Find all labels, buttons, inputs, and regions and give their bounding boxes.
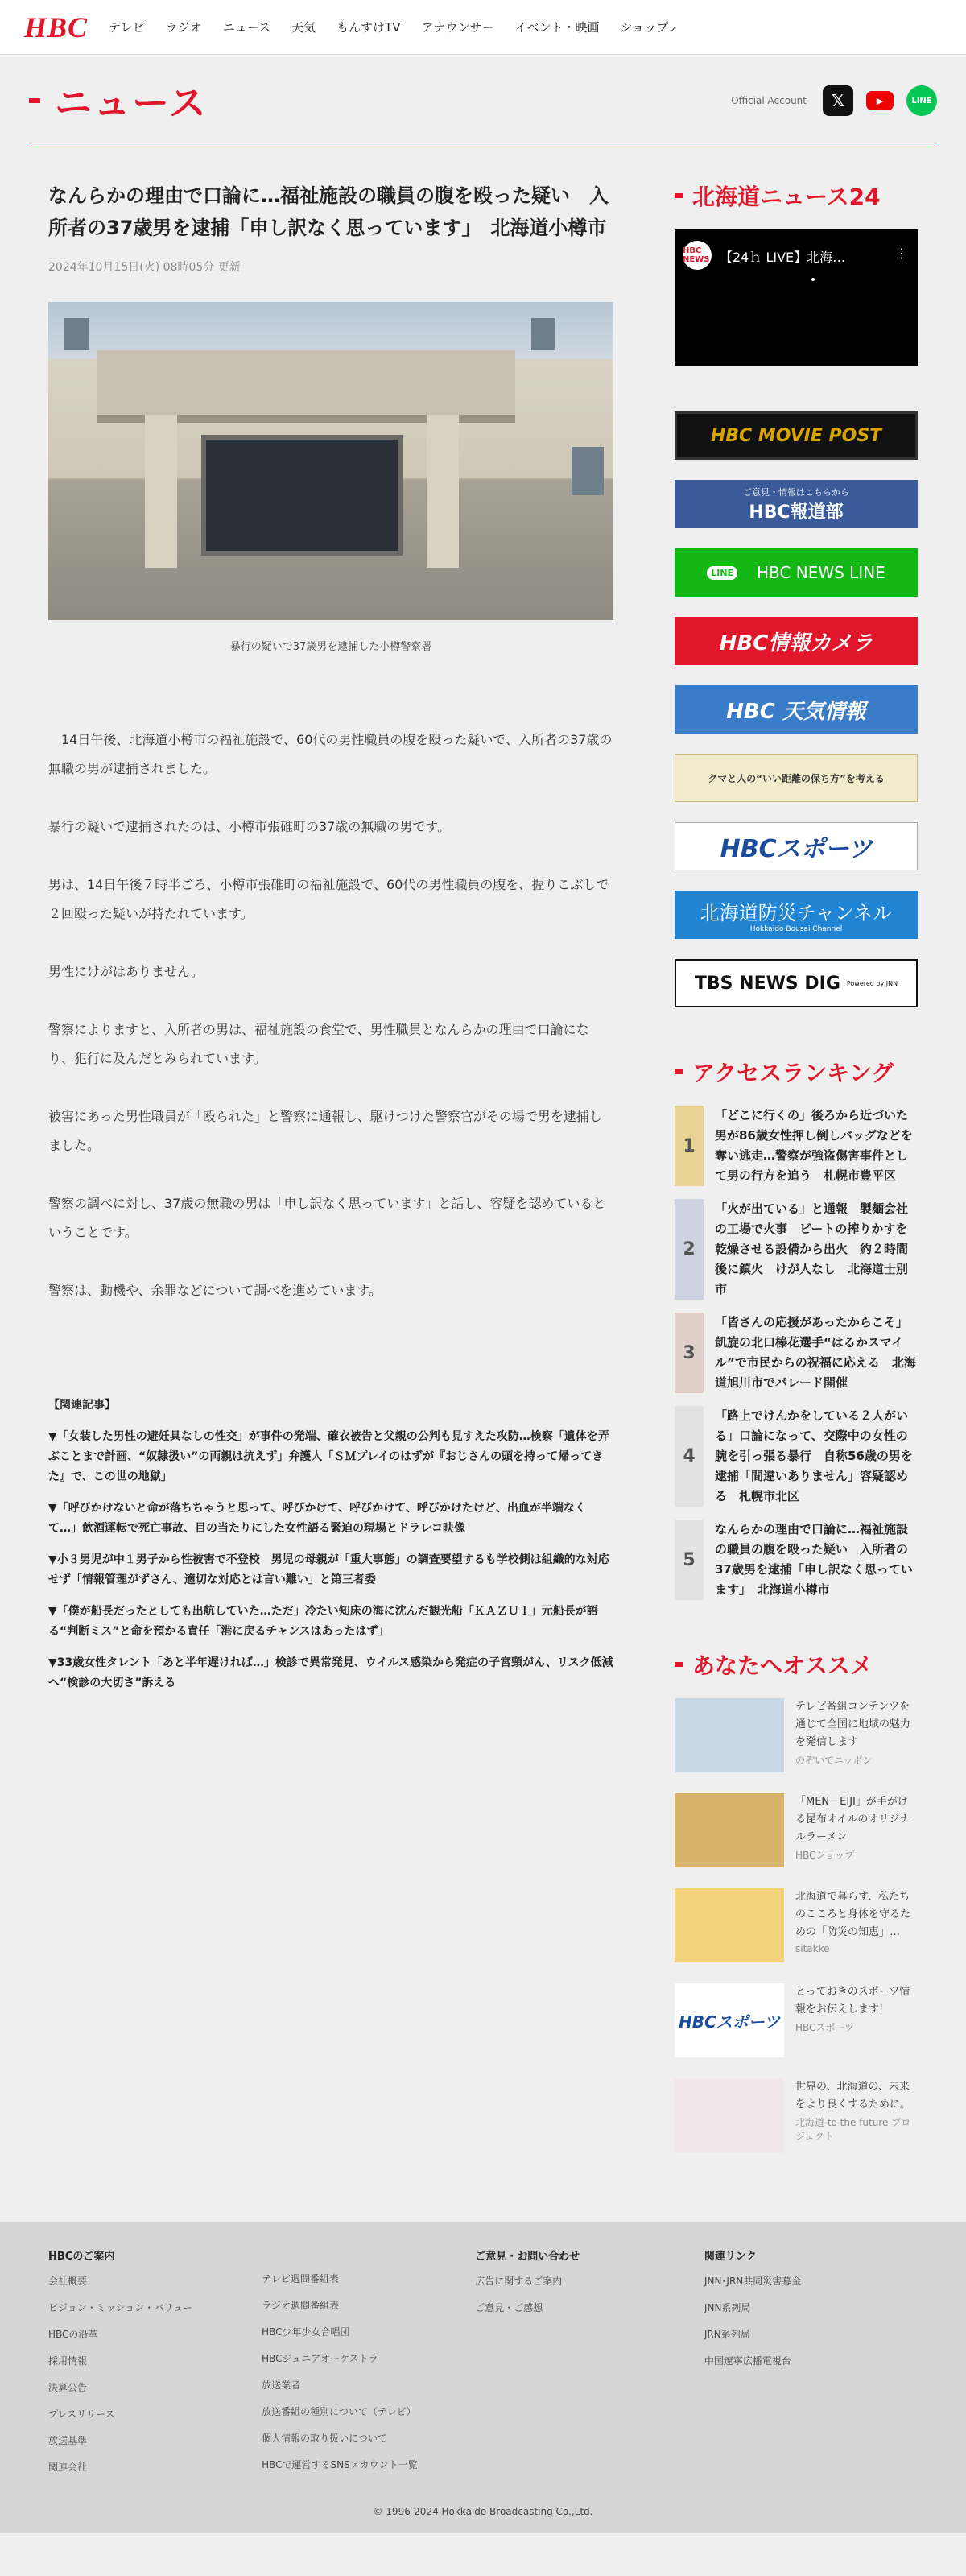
recommend-item[interactable]: [675, 1793, 918, 1867]
title-bar-mark: [29, 98, 40, 103]
recommend-text-wrap: [795, 1698, 918, 1772]
video-title: 【24ｈ LIVE】北海…: [720, 250, 846, 265]
paragraph: 警察は、動機や、余罪などについて調べを進めています。: [48, 1283, 382, 1298]
footer-link[interactable]: 会社概要: [48, 2276, 88, 2287]
banner-label: HBC NEWS LINE: [757, 563, 886, 582]
nav-monsuke-tv[interactable]: もんすけTV: [336, 20, 401, 35]
rank-title: なんらかの理由で口論に…福祉施設の職員の腹を殴った疑い 入所者の37歳男を逮捕「申し訳なく思っています」 北海道小樽市: [715, 1522, 913, 1597]
footer-link[interactable]: HBCの沿革: [48, 2329, 98, 2340]
recommend-heading: あなたへオススメ: [692, 1652, 873, 1679]
loading-icon: [811, 278, 815, 281]
rank-number: 3: [675, 1313, 704, 1393]
line-icon[interactable]: LINE: [906, 85, 937, 116]
footer-heading: HBCのご案内: [48, 2251, 115, 2263]
footer-link[interactable]: 広告に関するご案内: [475, 2276, 563, 2287]
footer-link[interactable]: HBCで運営するSNSアカウント一覧: [262, 2459, 418, 2471]
nav-shop[interactable]: [621, 19, 677, 35]
heading-bar-mark: [675, 193, 683, 198]
banner-list: [675, 411, 918, 1007]
external-link-icon: ↗: [670, 25, 677, 34]
rank-number: 4: [675, 1406, 704, 1507]
banner-text: [743, 486, 849, 523]
recommend-thumbnail: [675, 2078, 784, 2152]
article: [48, 180, 613, 2173]
photo-window: [531, 318, 555, 350]
recommend-text-wrap: [795, 1793, 918, 1867]
paragraph: 暴行の疑いで逮捕されたのは、小樽市張碓町の37歳の無職の男です。: [48, 819, 451, 834]
banner-movie-post[interactable]: HBC MOVIE POST: [675, 411, 918, 460]
rank-number: 5: [675, 1520, 704, 1600]
related-link[interactable]: ▼小３男児が中１男子から性被害で不登校 男児の母親が「重大事態」の調査要望するも学校側は組織的な対応せず「情報管理がずさん、適切な対応とは言い難い」と第三者委: [48, 1553, 609, 1586]
recommend-source: 北海道 to the future プロジェクト: [795, 2117, 911, 2142]
recommend-thumbnail: [675, 1793, 784, 1867]
banner-sub: Powered by JNN: [846, 979, 898, 987]
news24-heading: 北海道ニュース24: [692, 184, 881, 210]
footer-columns: [48, 2247, 918, 2487]
footer-link[interactable]: テレビ週間番組表: [262, 2273, 339, 2284]
recommend-title: 世界の、北海道の、未来をより良くするために。: [795, 2081, 911, 2111]
section-title-wrap: [29, 74, 208, 127]
related-link[interactable]: ▼33歳女性タレント「あと半年遅ければ…」検診で異常発見、ウイルス感染から発症の子宮頸がん、リスク低減へ“検診の大切さ”訴える: [48, 1656, 613, 1689]
content-wrap: [29, 147, 937, 2173]
nav-announcer[interactable]: アナウンサー: [421, 20, 494, 35]
footer-link[interactable]: 決算公告: [48, 2382, 88, 2393]
related-link[interactable]: ▼「女装した男性の避妊具なしの性交」が事件の発端、確衣被告と父親の公判も見すえた攻防…検察「遺体を弄ぶことまで計画、“奴隷扱い”の両親は抗えず」弁護人「ＳＭプレイのはずが『おじさんの頭を持って帰ってきた』で、この世の地獄」: [48, 1430, 609, 1483]
footer-col-links: [704, 2247, 918, 2487]
recommend-title: とっておきのスポーツ情報をお伝えします!: [795, 1986, 910, 2016]
recommend-thumbnail: [675, 1698, 784, 1772]
paragraph: 男性にけがはありません。: [48, 964, 204, 979]
footer-link[interactable]: 関連会社: [48, 2462, 88, 2473]
hbc-sports-logo: HBCスポーツ: [675, 1983, 784, 2057]
rank-title: 「路上でけんかをしている２人がいる」口論になって、交際中の女性の腕を引っ張る暴行 自称56歳の男を逮捕「間違いありません」容疑認める 札幌市北区: [715, 1408, 913, 1503]
youtube-play-icon: ▶: [866, 91, 894, 110]
section-header: [29, 55, 937, 147]
recommend-item[interactable]: [675, 2078, 918, 2152]
footer-link[interactable]: ラジオ週間番組表: [262, 2300, 340, 2311]
article-photo: [48, 302, 613, 620]
access-ranking: [675, 1056, 918, 1600]
banner-news-line[interactable]: [675, 548, 918, 597]
banner-label: TBS NEWS DIG: [694, 973, 840, 994]
footer-link[interactable]: HBCジュニアオーケストラ: [262, 2353, 378, 2364]
recommend-item[interactable]: [675, 1888, 918, 1962]
photo-entrance: [201, 435, 402, 556]
copyright: © 1996-2024,Hokkaido Broadcasting Co.,Ltd.: [373, 2506, 593, 2517]
recommend-thumbnail: [675, 1888, 784, 1962]
rank-number: 1: [675, 1106, 704, 1186]
footer-link[interactable]: ビジョン・ミッション・バリュー: [48, 2302, 192, 2313]
footer-heading: ご意見・お問い合わせ: [475, 2251, 580, 2263]
photo-window: [64, 318, 89, 350]
footer-col-about: [48, 2247, 262, 2487]
photo-canopy: [97, 350, 515, 423]
photo-pillar: [145, 415, 177, 568]
footer-link[interactable]: 放送業者: [262, 2380, 301, 2391]
footer-link[interactable]: 放送基準: [48, 2435, 88, 2446]
footer-link[interactable]: ご意見・ご感想: [475, 2302, 543, 2313]
live-video-player[interactable]: [675, 229, 918, 366]
article-date: 2024年10月15日(火) 08時05分 更新: [48, 261, 241, 274]
banner-sports[interactable]: HBCスポーツ: [675, 822, 918, 870]
banner-weather[interactable]: HBC 天気情報: [675, 685, 918, 734]
banner-sub: ご意見・情報はこちらから: [743, 486, 849, 498]
nav-tv[interactable]: テレビ: [109, 20, 145, 35]
footer-col-programs: [262, 2247, 475, 2487]
hbc-news-channel-icon: HBC NEWS: [683, 241, 712, 270]
rank-title: 「火が出ている」と通報 製麺会社の工場で火事 ビートの搾りかすを乾燥させる設備から出火 約２時間後に鎮火 けが人なし 北海道士別市: [715, 1201, 909, 1296]
recommend-source: sitakke: [795, 1943, 830, 1954]
banner-hbc-houdoubu[interactable]: [675, 480, 918, 528]
paragraph: 14日午後、北海道小樽市の福祉施設で、60代の男性職員の腹を殴った疑いで、入所者の37歳の無職の男が逮捕されました。: [48, 732, 613, 776]
official-account-label: Official Account: [731, 95, 807, 106]
banner-tbs-news-dig[interactable]: [675, 959, 918, 1007]
recommend-title: テレビ番組コンテンツを通じて全国に地域の魅力を発信します: [795, 1701, 911, 1748]
footer-link[interactable]: 個人情報の取り扱いについて: [262, 2433, 387, 2444]
related-link[interactable]: ▼「僕が船長だったとしても出航していた…ただ」冷たい知床の海に沈んだ観光船「ＫＡＺＵＩ」元船長が語る“判断ミス”と命を預かる責任「港に戻るチャンスはあったはず」: [48, 1605, 598, 1638]
recommend-source: のぞいてニッポン: [795, 1755, 873, 1766]
banner-label: 北海道防災チャンネル: [700, 901, 893, 924]
nav-radio[interactable]: ラジオ: [165, 20, 202, 35]
site-footer: [0, 2222, 966, 2533]
x-icon[interactable]: 𝕏: [823, 85, 853, 116]
footer-link[interactable]: プレスリリース: [48, 2409, 115, 2420]
footer-link[interactable]: HBC少年少女合唱団: [262, 2326, 350, 2338]
ranking-item[interactable]: [675, 1199, 918, 1300]
youtube-icon[interactable]: [865, 85, 895, 116]
nav-event[interactable]: イベント・映画: [514, 20, 600, 35]
recommend-title: 「MEN－EIJI」が手がける昆布オイルのオリジナルラーメン: [795, 1796, 910, 1843]
line-badge-icon: LINE: [707, 566, 737, 580]
related-articles: [48, 1396, 613, 1693]
paragraph: 警察の調べに対し、37歳の無職の男は「申し訳なく思っています」と話し、容疑を認めているということです。: [48, 1196, 606, 1240]
article-body: [48, 726, 613, 1305]
recommend-item[interactable]: [675, 1698, 918, 1772]
photo-pillar: [427, 415, 459, 568]
photo-caption: 暴行の疑いで37歳男を逮捕した小樽警察署: [229, 641, 432, 653]
banner-text: [700, 897, 893, 933]
related-link[interactable]: ▼「呼びかけないと命が落ちちゃうと思って、呼びかけて、呼びかけて、呼びかけたけど、出血が半端なくて…」飲酒運転で死亡事故、目の当たりにした女性語る緊迫の現場とドラレコ映像: [48, 1502, 586, 1535]
recommend-text-wrap: [795, 1888, 918, 1962]
paragraph: 警察によりますと、入所者の男は、福祉施設の食堂で、男性職員となんらかの理由で口論になり、犯行に及んだとみられています。: [48, 1022, 589, 1066]
ranking-heading: アクセスランキング: [692, 1060, 894, 1086]
heading-bar-mark: [675, 1662, 683, 1667]
ranking-item[interactable]: [675, 1106, 918, 1186]
news24-header: [675, 180, 918, 212]
sidebar: [675, 180, 918, 2173]
recommend-item[interactable]: [675, 1983, 918, 2057]
footer-link[interactable]: JRN系列局: [704, 2329, 750, 2340]
ranking-item[interactable]: [675, 1520, 918, 1600]
rank-title: 「どこに行くの」後ろから近づいた男が86歳女性押し倒しバッグなどを奪い逃走…警察が強盗傷害事件として男の行方を追う 札幌市豊平区: [715, 1108, 913, 1183]
recommend-text-wrap: [795, 2078, 918, 2152]
footer-link[interactable]: 中国遼寧広播電視台: [704, 2355, 791, 2367]
ranking-item[interactable]: [675, 1313, 918, 1393]
footer-link[interactable]: JNN･JRN共同災害募金: [704, 2276, 802, 2287]
paragraph: 男は、14日午後７時半ごろ、小樽市張碓町の福祉施設で、60代の男性職員の腹を、握りこぶしで２回殴った疑いが持たれています。: [48, 877, 609, 921]
recommend-source: HBCスポーツ: [795, 2022, 854, 2033]
banner-bousai-channel[interactable]: [675, 891, 918, 939]
rank-title: 「皆さんの応援があったからこそ」凱旋の北口榛花選手“はるかスマイル”で市民からの祝福に応える 北海道旭川市でパレード開催: [715, 1315, 916, 1390]
ranking-header: [675, 1056, 918, 1088]
recommend-source: HBCショップ: [795, 1850, 855, 1861]
section-title: ニュース: [55, 81, 208, 125]
nav-weather[interactable]: 天気: [291, 20, 316, 35]
social-links: [731, 85, 937, 116]
footer-link[interactable]: JNN系列局: [704, 2302, 751, 2313]
photo-window: [572, 447, 604, 495]
banner-info-camera[interactable]: HBC情報カメラ: [675, 617, 918, 665]
nav-news[interactable]: ニュース: [222, 20, 271, 35]
article-title: なんらかの理由で口論に…福祉施設の職員の腹を殴った疑い 入所者の37歳男を逮捕「申し訳なく思っています」 北海道小樽市: [48, 184, 609, 239]
footer-col-contact: [475, 2247, 704, 2487]
recommend-header: [675, 1648, 918, 1681]
footer-heading: 関連リンク: [704, 2251, 757, 2263]
banner-sub: Hokkaido Bousai Channel: [749, 924, 843, 933]
banner-label: HBC報道部: [749, 502, 844, 523]
footer-link[interactable]: 採用情報: [48, 2355, 88, 2367]
footer-link[interactable]: 放送番組の種別について（テレビ）: [262, 2406, 416, 2417]
global-nav: [109, 19, 677, 35]
recommend-title: 北海道で暮らす、私たちのこころと身体を守るための「防災の知恵」…: [795, 1891, 911, 1938]
rank-number: 2: [675, 1199, 704, 1300]
recommend-text-wrap: [795, 1983, 918, 2057]
nav-shop-label: ショップ: [620, 20, 669, 35]
banner-bear-distance[interactable]: クマと人の“いい距離の保ち方”を考える: [675, 754, 918, 802]
related-heading: 【関連記事】: [48, 1399, 116, 1412]
heading-bar-mark: [675, 1069, 683, 1074]
site-header: [0, 0, 966, 55]
recommendations: [675, 1648, 918, 2152]
paragraph: 被害にあった男性職員が「殴られた」と警察に通報し、駆けつけた警察官がその場で男を逮捕しました。: [48, 1109, 602, 1153]
ranking-item[interactable]: [675, 1406, 918, 1507]
more-menu-icon[interactable]: ⋮: [895, 246, 908, 261]
hbc-logo[interactable]: HBC: [24, 10, 89, 43]
